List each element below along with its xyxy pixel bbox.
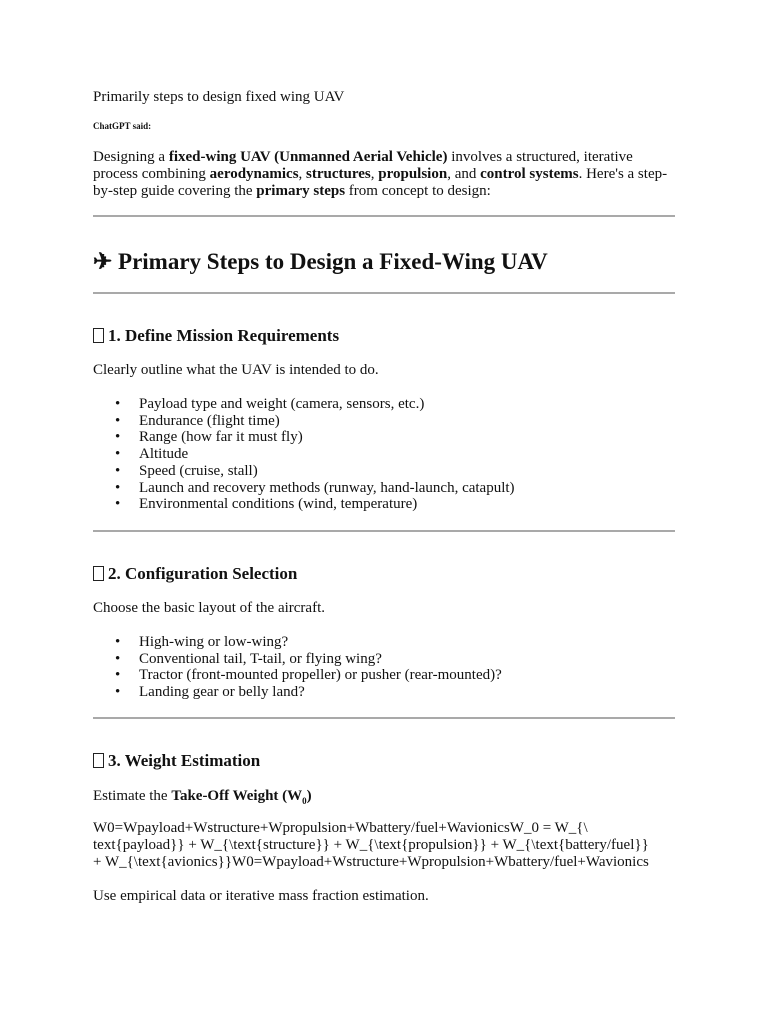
weight-formula (93, 820, 675, 871)
horizontal-rule (93, 292, 675, 294)
intro-text: , and (447, 166, 481, 182)
section-2-desc: Choose the basic layout of the aircraft. (93, 600, 326, 616)
list-item: • Environmental conditions (wind, temperature) (93, 496, 515, 513)
list-item: • Endurance (flight time) (93, 413, 515, 430)
list-item: • Range (how far it must fly) (93, 429, 515, 446)
horizontal-rule (93, 717, 675, 719)
missing-glyph-icon (93, 328, 104, 343)
section-heading-3 (93, 751, 260, 771)
section-heading-1 (93, 326, 339, 346)
list-item: • Launch and recovery methods (runway, hand-launch, catapult) (93, 480, 515, 497)
section-heading-text: 3. Weight Estimation (108, 751, 261, 770)
list-item: • Conventional tail, T-tail, or flying wing? (93, 651, 502, 668)
intro-text: involves a structured, iterative process combining (93, 149, 633, 182)
intro-text: from concept to design: (345, 183, 491, 199)
desc-subscript: 0 (302, 796, 307, 806)
desc-text: Estimate the (93, 788, 172, 804)
speaker-label: ChatGPT said: (93, 121, 152, 131)
desc-bold (171, 788, 311, 804)
section-heading-text: 2. Configuration Selection (108, 564, 298, 583)
intro-text: Designing a (93, 149, 169, 165)
missing-glyph-icon (93, 753, 104, 768)
formula-line: text{payload}} + W_{\text{structure}} + W_{\text{propulsion}} + W_{\text{battery/fuel}} (93, 837, 649, 853)
intro-text: , (370, 166, 379, 182)
intro-text: , (298, 166, 307, 182)
section-heading-2 (93, 564, 297, 584)
list-item: • Tractor (front-mounted propeller) or pusher (rear-mounted)? (93, 667, 502, 684)
section-1-desc: Clearly outline what the UAV is intended to do. (93, 362, 379, 378)
list-item: • High-wing or low-wing? (93, 634, 502, 651)
list-item: • Payload type and weight (camera, sensors, etc.) (93, 396, 515, 413)
intro-bold: propulsion (378, 166, 448, 182)
horizontal-rule (93, 215, 675, 217)
section-2-list (93, 634, 502, 701)
intro-bold: aerodynamics (209, 166, 299, 182)
section-3-note: Use empirical data or iterative mass fraction estimation. (93, 888, 429, 904)
missing-glyph-icon (93, 566, 104, 581)
formula-line: + W_{\text{avionics}}W0=Wpayload+Wstructure+Wpropulsion+Wbattery/fuel+Wavionics (93, 854, 649, 870)
list-item: • Landing gear or belly land? (93, 684, 502, 701)
intro-bold: control systems (480, 166, 579, 182)
section-3-desc (93, 788, 312, 810)
intro-bold: fixed-wing UAV (Unmanned Aerial Vehicle) (168, 149, 448, 165)
desc-bold-text: Take-Off Weight (W (171, 788, 303, 804)
horizontal-rule (93, 530, 675, 532)
user-question: Primarily steps to design fixed wing UAV (93, 89, 345, 105)
formula-line: W0=Wpayload+Wstructure+Wpropulsion+Wbattery/fuel+WavionicsW_0 = W_{\ (93, 820, 588, 836)
intro-paragraph (93, 149, 675, 200)
section-heading-text: 1. Define Mission Requirements (108, 326, 340, 345)
intro-bold: structures (306, 166, 371, 182)
intro-bold: primary steps (256, 183, 346, 199)
list-item: • Altitude (93, 446, 515, 463)
section-1-list (93, 396, 515, 513)
intro-text: . Here's a step-by-step guide covering the (93, 166, 668, 199)
main-heading: ✈ Primary Steps to Design a Fixed-Wing UAV (93, 249, 548, 274)
list-item: • Speed (cruise, stall) (93, 463, 515, 480)
desc-bold-text: ) (306, 788, 312, 804)
